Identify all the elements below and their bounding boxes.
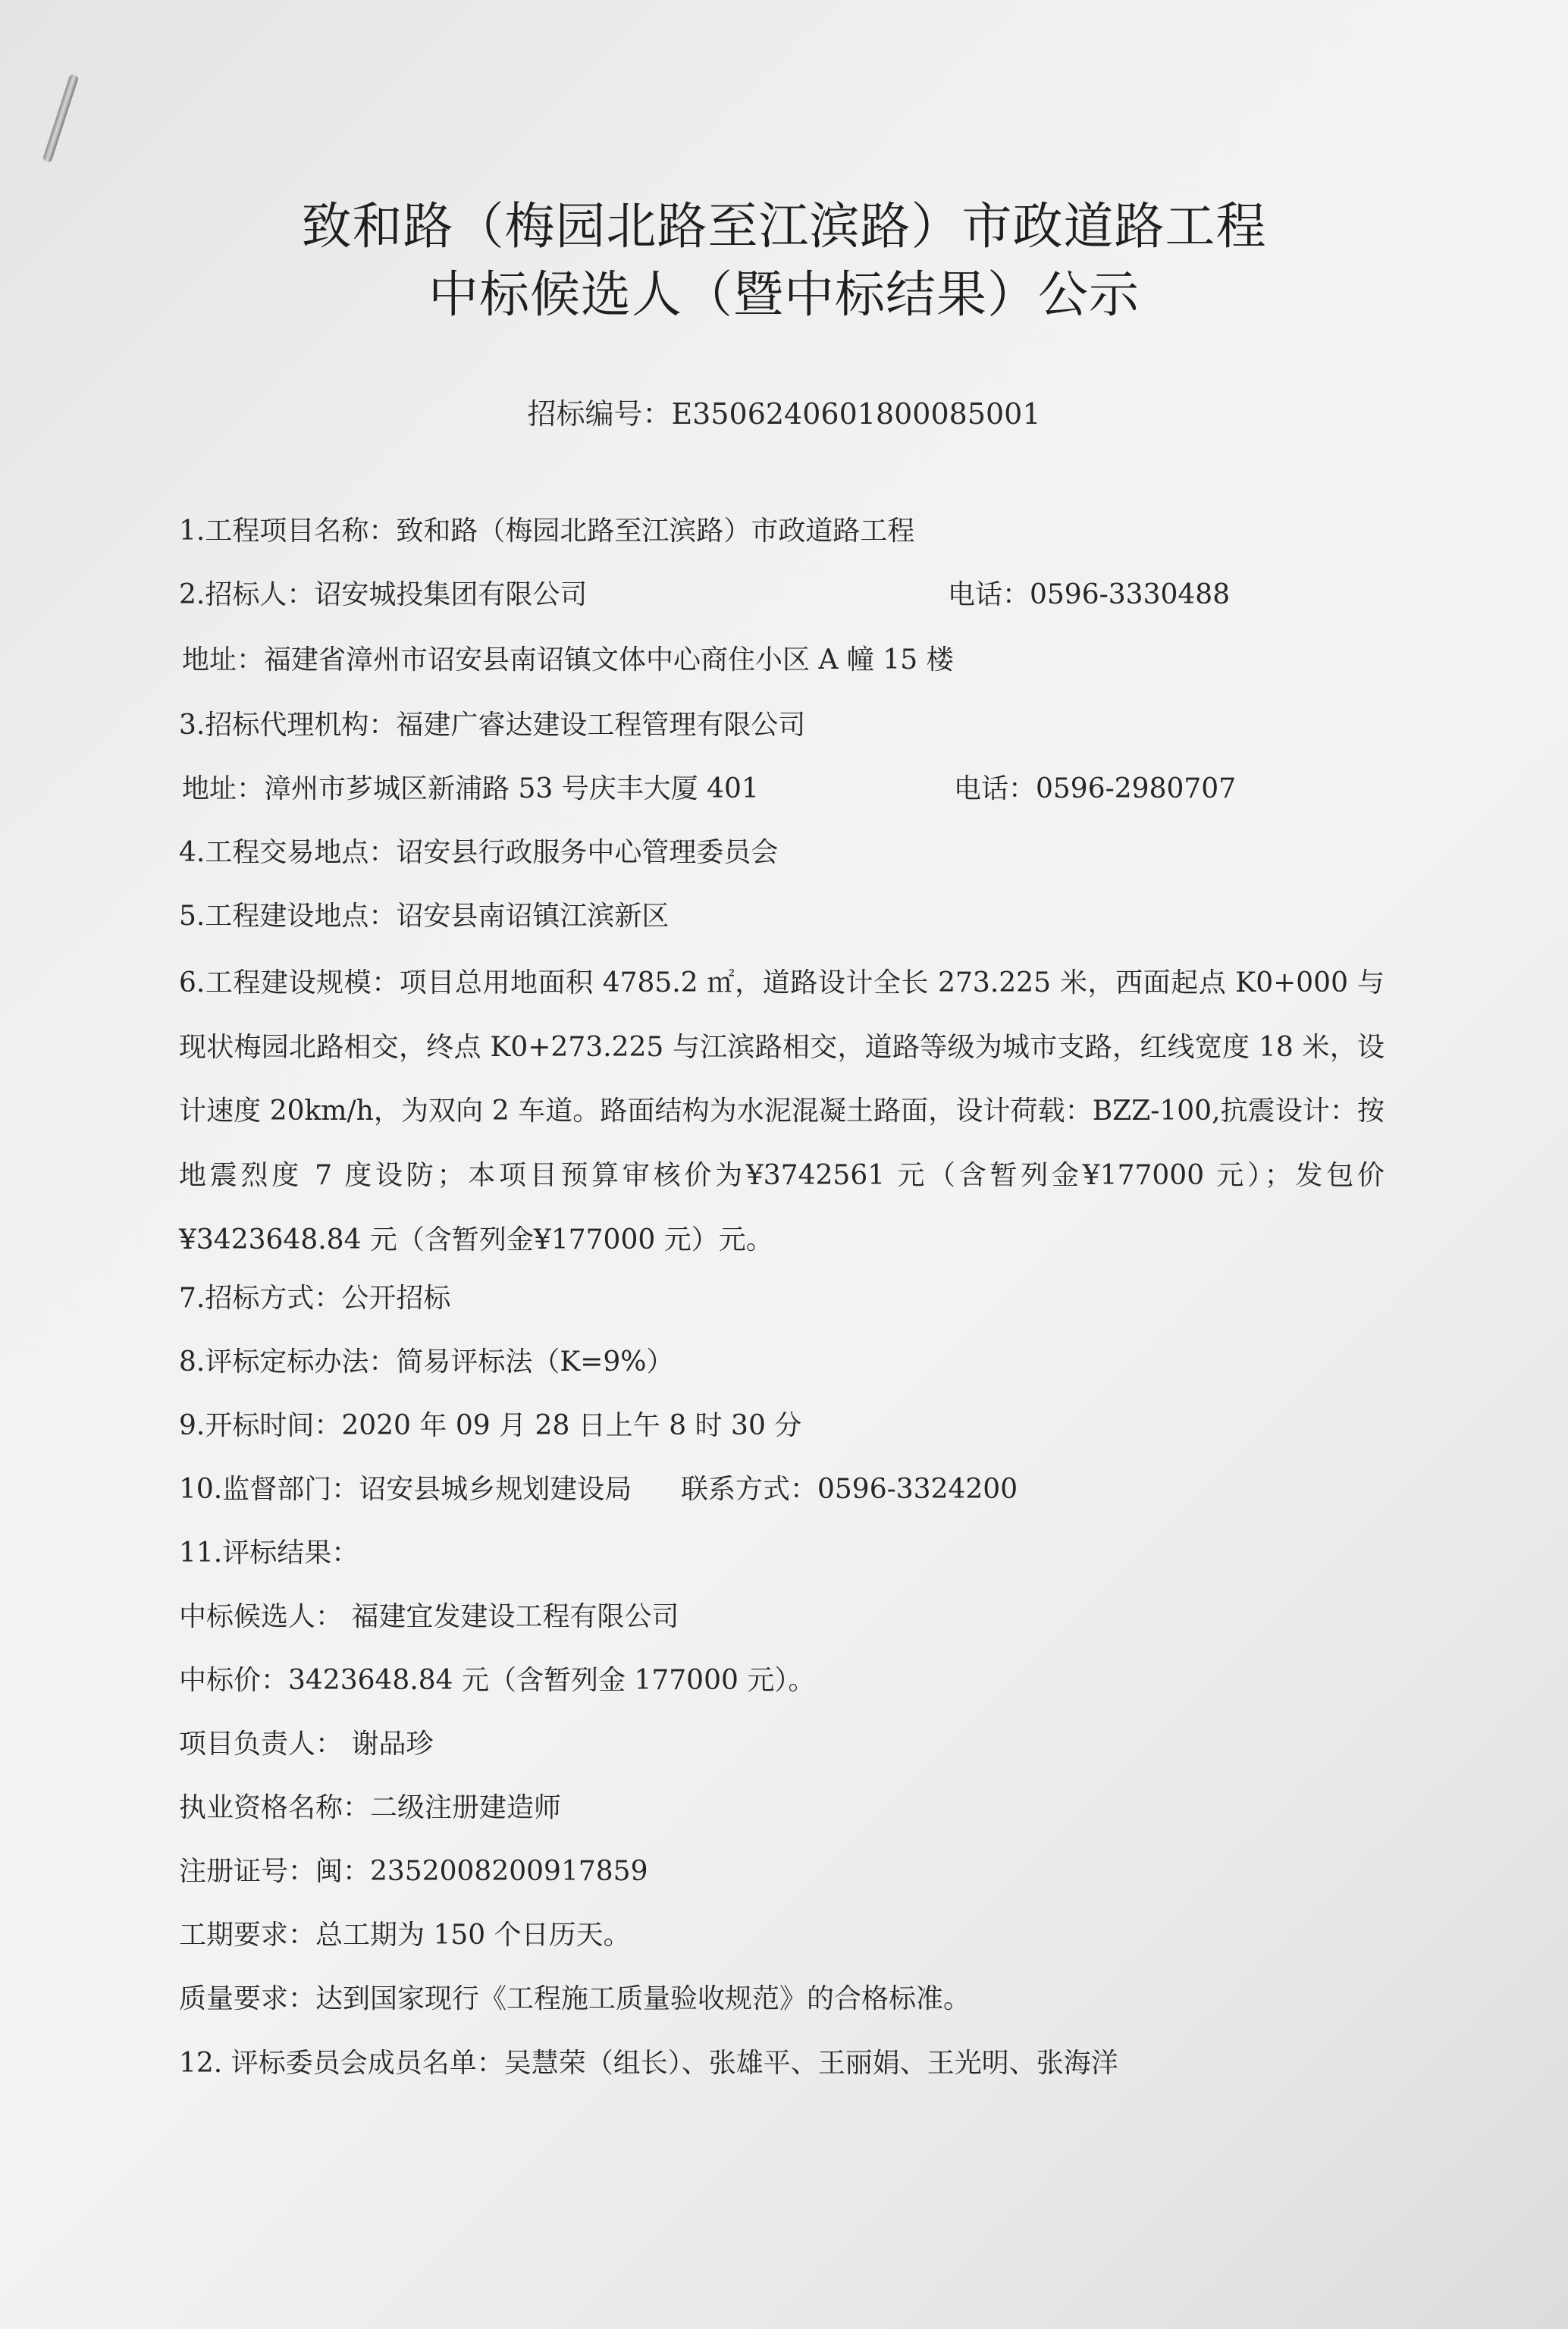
agency: 3.招标代理机构：福建广睿达建设工程管理有限公司 [179,710,806,741]
opening-time: 9.开标时间：2020 年 09 月 28 日上午 8 时 30 分 [179,1410,802,1441]
bidding-method: 7.招标方式：公开招标 [179,1283,451,1314]
trade-location: 4.工程交易地点：诏安县行政服务中心管理委员会 [179,837,779,868]
qualification: 执业资格名称：二级注册建造师 [179,1792,562,1823]
result-header: 11.评标结果： [179,1538,359,1569]
registration-number: 注册证号：闽：2352008200917859 [179,1856,648,1887]
project-manager: 项目负责人： 谢品珍 [179,1729,434,1760]
committee-members: 12. 评标委员会成员名单：吴慧荣（组长）、张雄平、王丽娟、王光明、张海洋 [179,2048,1118,2079]
duration-requirement: 工期要求：总工期为 150 个日历天。 [179,1920,631,1951]
tenderer-phone: 电话：0596-3330488 [948,579,1231,610]
winning-candidate: 中标候选人： 福建宜发建设工程有限公司 [179,1601,679,1632]
document-title-line2: 中标候选人（暨中标结果）公示 [428,265,1140,324]
document-title-line1: 致和路（梅园北路至江滨路）市政道路工程 [301,197,1267,255]
tenderer-address: 地址：福建省漳州市诏安县南诏镇文体中心商住小区 A 幢 15 楼 [182,644,954,676]
project-name: 1.工程项目名称：致和路（梅园北路至江滨路）市政道路工程 [179,516,915,547]
agency-address: 地址：漳州市芗城区新浦路 53 号庆丰大厦 401 [182,773,759,804]
tenderer: 2.招标人：诏安城投集团有限公司 [179,579,588,610]
supervisor: 10.监督部门：诏安县城乡规划建设局 [179,1474,632,1505]
quality-requirement: 质量要求：达到国家现行《工程施工质量验收规范》的合格标准。 [179,1983,971,2014]
construction-location: 5.工程建设地点：诏安县南诏镇江滨新区 [179,901,670,932]
evaluation-method: 8.评标定标办法：简易评标法（K=9%） [179,1346,674,1378]
supervisor-contact: 联系方式：0596-3324200 [681,1474,1018,1505]
agency-phone: 电话：0596-2980707 [954,773,1237,804]
construction-scale: 6.工程建设规模：项目总用地面积 4785.2 ㎡，道路设计全长 273.225 米，西面起点 K0+000 与现状梅园北路相交，终点 K0+273.225 与江滨路相交，道路等级为城市支路，红线宽度 18 米，设计速度 20km/h，为双向 2 车道。路面结构为水泥混凝土路面，设计荷载：BZZ-100,抗震设计：按地震烈度 7 度设防；本项目预算审核价为¥3742561 元（含暂列金¥177000 元）；发包价¥3423648.84 元（含暂列金¥177000 元）元。 [179,967,1385,1255]
staple [42,74,79,163]
winning-price: 中标价：3423648.84 元（含暂列金 177000 元）。 [179,1665,816,1696]
bid-number: 招标编号：E3506240601800085001 [527,397,1041,431]
